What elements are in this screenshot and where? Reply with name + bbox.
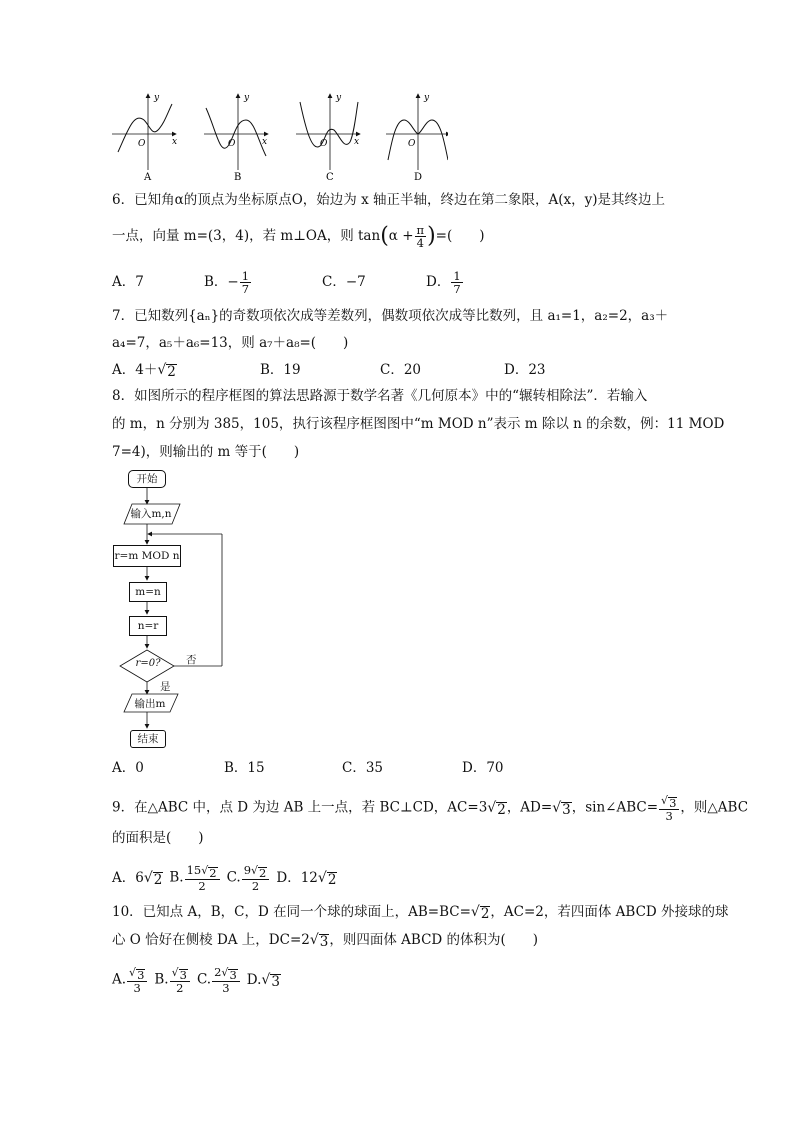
q7-line2: a₄=7，a₅＋a₆=13，则 a₇＋a₈=( ) <box>112 335 349 351</box>
q7-option-d: D．23 <box>504 362 546 378</box>
q10-option-c: C. 2 √ 3 3 <box>197 966 241 994</box>
axis-y-label: y <box>244 93 250 103</box>
axis-y-label: y <box>424 93 430 103</box>
flow-start: 开始 <box>128 470 166 488</box>
q6-line2-a: 一点，向量 m=(3，4)，若 m⊥OA，则 tan <box>112 228 381 244</box>
origin-label: O <box>138 139 146 149</box>
graph-a <box>112 93 177 182</box>
q8-option-b: B．15 <box>224 760 265 776</box>
graph-d <box>386 93 448 182</box>
q10-options <box>112 966 281 994</box>
q7-option-b: B．19 <box>260 362 301 378</box>
origin-label: O <box>320 139 328 149</box>
q10-line1: 10．已知点 A，B，C，D 在同一个球的球面上，AB=BC= √ 2 ，AC=2，若四面体 ABCD 外接球的球 <box>112 904 729 922</box>
q6-alpha: α + <box>388 228 414 244</box>
flow-no-label: 否 <box>186 654 197 666</box>
q9-option-c: C. 9 √ 2 2 <box>227 864 271 892</box>
q8-line2: 的 m，n 分别为 385，105，执行该程序框图图中“m MOD n”表示 m 除以 n 的余数，例：11 MOD <box>112 416 725 432</box>
q10-option-d: D. √ 3 <box>246 971 280 990</box>
flow-condition: r=0? <box>135 658 161 669</box>
graph-label-a: A <box>144 172 152 182</box>
axis-y-label: y <box>336 93 342 103</box>
flow-step-mod: r=m MOD n <box>113 545 181 567</box>
graph-label-d: D <box>414 172 423 182</box>
origin-label: O <box>408 139 416 149</box>
q7-option-a: A．4＋ √ 2 <box>112 362 176 380</box>
graph-c <box>296 93 360 182</box>
flow-input: 输入m,n <box>130 508 172 520</box>
q10-option-a: A. √ 3 3 <box>112 966 148 994</box>
graph-label-b: B <box>234 172 242 182</box>
q6-options <box>112 270 464 295</box>
q7-option-c: C．20 <box>380 362 422 378</box>
q8-option-c: C．35 <box>342 760 384 776</box>
q6-option-a: A．7 <box>112 274 144 290</box>
q7-line1: 7．已知数列{aₙ}的奇数项依次成等差数列，偶数项依次成等比数列，且 a₁=1，a₂=2，a₃＋ <box>112 308 669 324</box>
flow-step-m: m=n <box>129 582 167 602</box>
origin-label: O <box>228 139 236 149</box>
q9-option-b: B. 15 √ 2 2 <box>169 864 220 892</box>
axis-x-label: x <box>262 137 268 147</box>
q9-option-d: D．12 √ 2 <box>276 869 337 888</box>
q7-options <box>112 360 546 380</box>
q6-option-d: D． $\frac{1}{7}$ <box>426 269 461 296</box>
q6-line2-b: =( ) <box>435 228 485 244</box>
q8-line1: 8．如图所示的程序框图的算法思路源于数学名著《几何原本》中的“辗转相除法”．若输入 <box>112 388 648 404</box>
q8-options <box>112 758 504 778</box>
q6-option-c: C．−7 <box>322 274 366 290</box>
graph-label-c: C <box>326 172 334 182</box>
axis-x-label: x <box>172 137 178 147</box>
q6-option-b: B．− $\frac{1}{7}$ <box>204 269 250 296</box>
q10-option-b: B. √ 3 2 <box>154 966 191 994</box>
flow-yes-label: 是 <box>160 681 171 693</box>
flow-output: 输出m <box>134 698 166 710</box>
q9-options <box>112 864 337 892</box>
q8-option-d: D．70 <box>462 760 504 776</box>
q8-option-a: A．0 <box>112 760 144 776</box>
graph-b <box>204 93 268 182</box>
axis-y-label: y <box>154 93 160 103</box>
q9-line2: 的面积是( ) <box>112 830 204 846</box>
q10-line2: 心 O 恰好在侧棱 DA 上，DC=2 √ 3 ，则四面体 ABCD 的体积为( ) <box>112 932 539 950</box>
flow-step-n: n=r <box>129 616 167 636</box>
q9-option-a: A．6 √ 2 <box>112 869 163 888</box>
q8-line3: 7=4)，则输出的 m 等于( ) <box>112 444 300 460</box>
q6-line2: 一点，向量 m=(3，4)，若 m⊥OA，则 tan(α + $\frac{\pi}{4}$ )=( ) <box>112 223 485 250</box>
q9-line1: 9．在△ABC 中，点 D 为边 AB 上一点，若 BC⊥CD，AC=3 √ 2 ，AD= √ 3 ，sin∠ABC= √ 3 3 ，则△ABC <box>112 794 749 823</box>
q6-line1: 6．已知角α的顶点为坐标原点O，始边为 x 轴正半轴，终边在第二象限，A(x，y)是其终边上 <box>112 192 665 208</box>
pi-over-4: $\frac{\pi}{4}$ <box>416 223 425 250</box>
flow-end: 结束 <box>130 730 166 748</box>
axis-x-label: x <box>354 137 360 147</box>
function-graphs <box>108 90 448 182</box>
